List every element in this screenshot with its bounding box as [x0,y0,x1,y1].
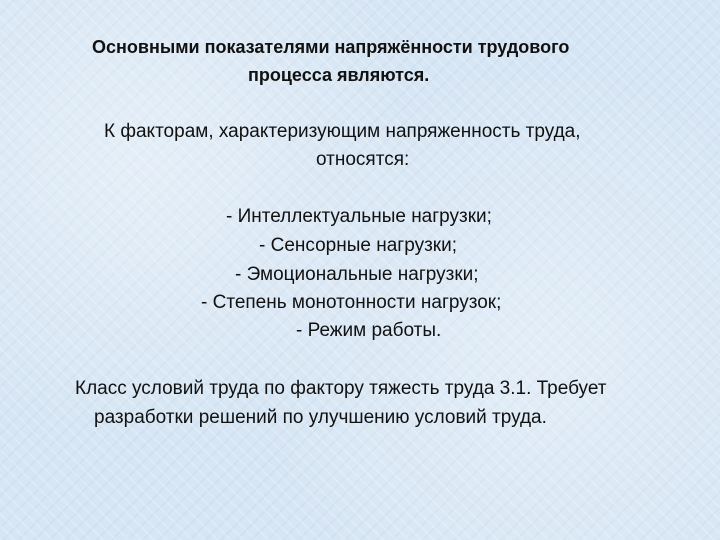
conclusion-line-1: Класс условий труда по фактору тяжесть труда 3.1. Требует [75,378,607,399]
intro-line-2: относятся: [316,149,410,170]
factor-item: - Интеллектуальные нагрузки; [226,206,492,227]
factor-item: - Режим работы. [296,320,442,341]
factor-item: - Эмоциональные нагрузки; [235,264,479,285]
factor-item: - Степень монотонности нагрузок; [201,292,502,313]
factor-item: - Сенсорные нагрузки; [259,235,457,256]
conclusion-line-2: разработки решений по улучшению условий труда. [94,407,547,428]
title-line-1: Основными показателями напряжённости трудового [92,37,570,57]
intro-line-1: К факторам, характеризующим напряженность труда, [104,121,581,142]
title-line-2: процесса являются. [248,65,430,85]
